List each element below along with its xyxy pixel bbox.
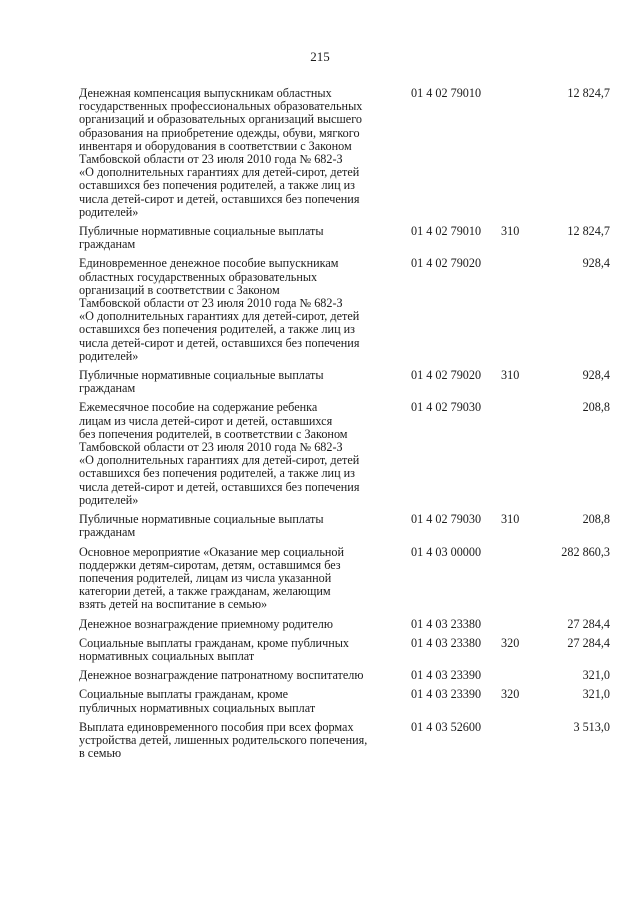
description-line: в семью <box>79 746 122 761</box>
table-row <box>79 87 610 219</box>
expense-type-code: 320 <box>501 635 520 650</box>
amount: 12 824,7 <box>567 86 610 100</box>
page-number: 215 <box>310 49 330 64</box>
budget-table <box>79 87 610 766</box>
amount: 928,4 <box>582 368 610 383</box>
expense-type-code <box>501 87 531 219</box>
description-line: оставшихся без попечения родителей, а также лиц из <box>79 178 355 193</box>
description-line: образования на приобретение одежды, обуви, мягкого <box>79 125 360 140</box>
expense-type-code: 310 <box>501 512 520 527</box>
description-line: попечения родителей, лицам из числа указанной <box>79 570 332 585</box>
description-line: Тамбовской области от 23 июля 2010 года № 682-З <box>79 152 343 167</box>
description-line: «О дополнительных гарантиях для детей-сирот, детей <box>79 453 360 468</box>
expense-type-code: 320 <box>501 687 520 702</box>
target-article-code: 01 4 02 79030 <box>411 512 482 527</box>
description-line: устройства детей, лишенных родительского попечения, <box>79 732 368 747</box>
amount: 321,0 <box>582 687 610 702</box>
table-row <box>79 257 610 363</box>
row-description <box>79 546 405 612</box>
row-description <box>79 401 405 507</box>
description-line: родителей» <box>79 492 139 507</box>
description-line: числа детей-сирот и детей, оставшихся без попечения <box>79 479 360 494</box>
expense-type-code: 310 <box>501 368 520 383</box>
description-line: Единовременное денежное пособие выпускникам <box>79 256 339 271</box>
description-line: «О дополнительных гарантиях для детей-сирот, детей <box>79 309 360 324</box>
description-line: числа детей-сирот и детей, оставшихся без попечения <box>79 335 360 350</box>
description-line: оставшихся без попечения родителей, а также лиц из <box>79 322 355 337</box>
amount: 928,4 <box>582 256 610 271</box>
description-line: Публичные нормативные социальные выплаты <box>79 512 324 527</box>
row-description <box>79 369 405 395</box>
description-line: Основное мероприятие «Оказание мер социальной <box>79 544 345 559</box>
description-line: родителей» <box>79 348 139 363</box>
table-row <box>79 721 610 761</box>
description-line: поддержки детям-сиротам, детям, оставшимся без <box>79 557 341 572</box>
description-line: публичных нормативных социальных выплат <box>79 700 316 715</box>
table-row <box>79 669 610 682</box>
table-row <box>79 401 610 507</box>
amount: 208,8 <box>582 400 610 415</box>
row-description <box>79 513 405 539</box>
target-article-code: 01 4 02 79020 <box>411 256 482 271</box>
row-description <box>79 257 405 363</box>
expense-type-code <box>501 257 531 363</box>
row-description <box>79 87 405 219</box>
description-line: нормативных социальных выплат <box>79 648 255 663</box>
description-line: оставшихся без попечения родителей, а также лиц из <box>79 466 355 481</box>
table-row <box>79 369 610 395</box>
amount: 12 824,7 <box>567 224 610 239</box>
description-line: лицам из числа детей-сирот и детей, оставшихся <box>79 413 333 428</box>
description-line: Выплата единовременного пособия при всех формах <box>79 719 354 734</box>
row-description <box>79 225 405 251</box>
target-article-code: 01 4 02 79010 <box>411 224 482 239</box>
amount: 3 513,0 <box>573 719 610 734</box>
description-line: областных государственных образовательных <box>79 269 318 284</box>
description-line: числа детей-сирот и детей, оставшихся без попечения <box>79 191 360 206</box>
target-article-code: 01 4 03 23390 <box>411 668 482 683</box>
table-row <box>79 618 610 631</box>
amount: 27 284,4 <box>567 616 610 631</box>
expense-type-code <box>501 721 531 761</box>
row-description <box>79 618 405 631</box>
description-line: Денежное вознаграждение приемному родителю <box>79 616 333 631</box>
description-line: государственных профессиональных образовательных <box>79 99 363 114</box>
target-article-code: 01 4 03 23380 <box>411 616 482 631</box>
row-description <box>79 637 405 663</box>
description-line: взять детей на воспитание в семью» <box>79 597 268 612</box>
target-article-code: 01 4 02 79030 <box>411 400 482 415</box>
table-row <box>79 688 610 714</box>
amount: 321,0 <box>582 668 610 683</box>
description-line: Публичные нормативные социальные выплаты <box>79 224 324 239</box>
table-row <box>79 225 610 251</box>
target-article-code: 01 4 03 00000 <box>411 544 482 559</box>
target-article-code: 01 4 02 79020 <box>411 368 482 383</box>
row-description <box>79 721 405 761</box>
amount: 27 284,4 <box>567 635 610 650</box>
row-description <box>79 688 405 714</box>
description-line: Денежная компенсация выпускникам областных <box>79 86 332 100</box>
description-line: Публичные нормативные социальные выплаты <box>79 368 324 383</box>
description-line: Социальные выплаты гражданам, кроме <box>79 687 289 702</box>
description-line: категории детей, а также гражданам, желающим <box>79 584 331 599</box>
amount: 208,8 <box>582 512 610 527</box>
description-line: Тамбовской области от 23 июля 2010 года № 682-З <box>79 440 343 455</box>
table-row <box>79 513 610 539</box>
description-line: организаций в соответствии с Законом <box>79 282 280 297</box>
expense-type-code <box>501 546 531 612</box>
description-line: Социальные выплаты гражданам, кроме публичных <box>79 635 349 650</box>
expense-type-code <box>501 618 531 631</box>
row-description <box>79 669 405 682</box>
description-line: родителей» <box>79 204 139 219</box>
table-row <box>79 637 610 663</box>
amount: 282 860,3 <box>561 544 610 559</box>
description-line: гражданам <box>79 381 136 396</box>
target-article-code: 01 4 02 79010 <box>411 86 482 100</box>
description-line: без попечения родителей, в соответствии с Законом <box>79 426 348 441</box>
description-line: Ежемесячное пособие на содержание ребенка <box>79 400 318 415</box>
description-line: инвентаря и оборудования в соответствии с Законом <box>79 138 352 153</box>
expense-type-code: 310 <box>501 224 520 239</box>
description-line: «О дополнительных гарантиях для детей-сирот, детей <box>79 165 360 180</box>
target-article-code: 01 4 03 23380 <box>411 635 482 650</box>
table-row <box>79 546 610 612</box>
description-line: организаций и образовательных организаций высшего <box>79 112 363 127</box>
expense-type-code <box>501 401 531 507</box>
description-line: Денежное вознаграждение патронатному воспитателю <box>79 668 364 683</box>
target-article-code: 01 4 03 23390 <box>411 687 482 702</box>
expense-type-code <box>501 669 531 682</box>
description-line: гражданам <box>79 525 136 540</box>
description-line: гражданам <box>79 237 136 252</box>
target-article-code: 01 4 03 52600 <box>411 719 482 734</box>
description-line: Тамбовской области от 23 июля 2010 года № 682-З <box>79 296 343 311</box>
